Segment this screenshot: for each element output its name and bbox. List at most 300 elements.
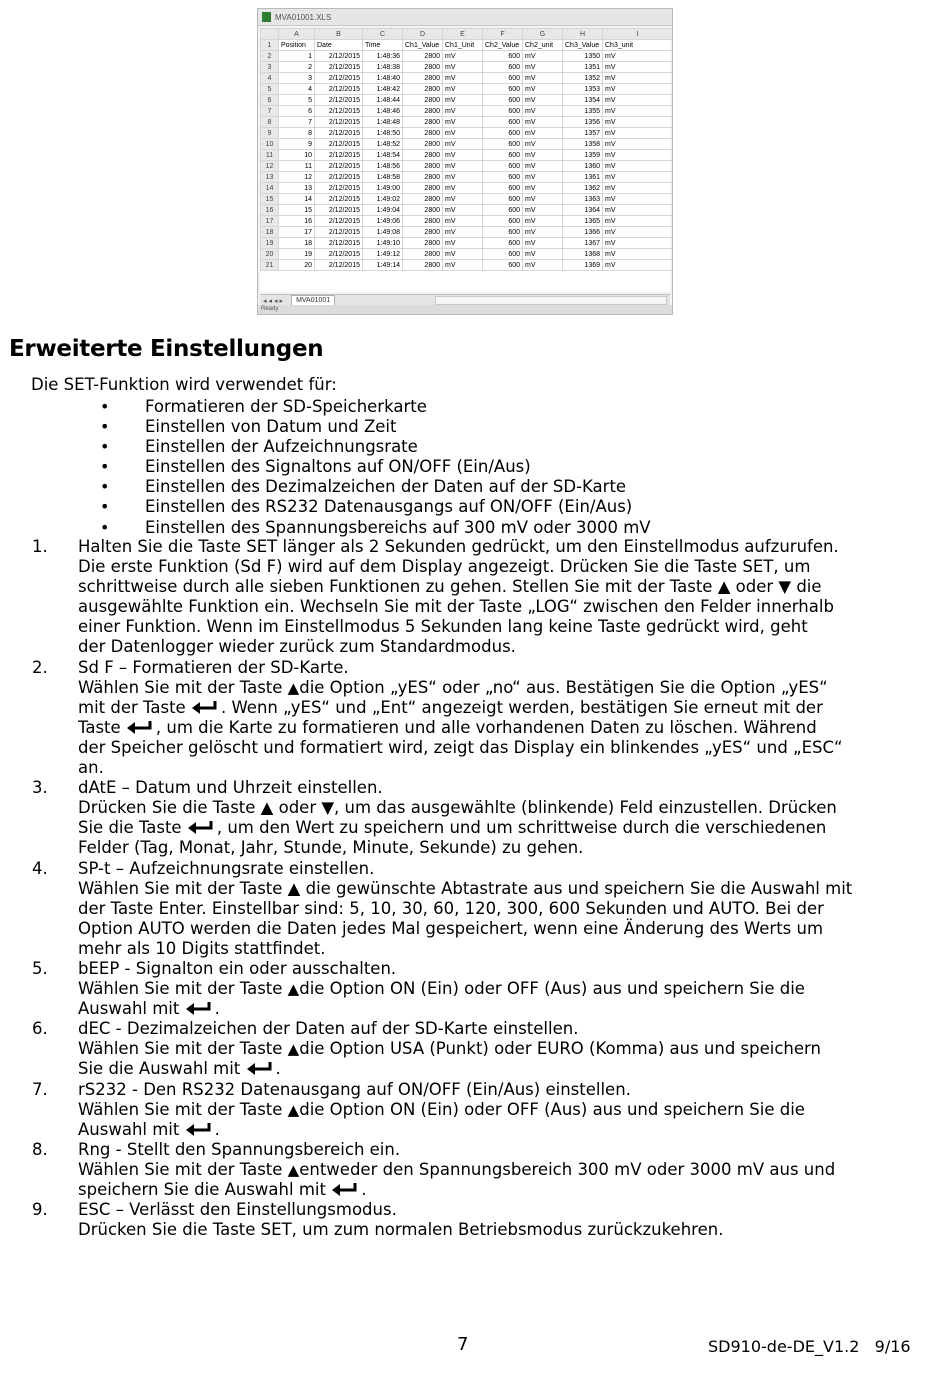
table-cell[interactable]: 2/12/2015 — [315, 117, 363, 128]
step-text: Taste , um die Karte zu formatieren und alle vorhandenen Daten zu löschen. Während — [78, 717, 817, 737]
table-cell[interactable]: 18 — [279, 238, 315, 249]
table-cell[interactable]: mV — [523, 95, 563, 106]
column-header-cell[interactable]: Ch1_Unit — [443, 40, 483, 51]
table-cell[interactable]: 600 — [483, 51, 523, 62]
table-cell[interactable]: 2800 — [403, 106, 443, 117]
bullet-item — [78, 397, 651, 417]
table-cell[interactable]: 1361 — [563, 172, 603, 183]
table-row — [261, 73, 673, 84]
table-cell[interactable]: 1:48:50 — [363, 128, 403, 139]
row-number[interactable]: 16 — [261, 205, 279, 216]
table-cell[interactable]: mV — [603, 161, 673, 172]
table-cell[interactable]: mV — [603, 238, 673, 249]
step-text: Wählen Sie mit der Taste ▲die Option USA (Punkt) oder EURO (Komma) aus und speichern — [78, 1039, 821, 1059]
table-cell[interactable]: 17 — [279, 227, 315, 238]
table-cell[interactable]: mV — [523, 249, 563, 260]
bullet-text: Einstellen des Dezimalzeichen der Daten auf der SD-Karte — [145, 477, 627, 497]
column-header-cell[interactable]: Ch2_unit — [523, 40, 563, 51]
table-cell[interactable]: mV — [603, 183, 673, 194]
table-cell[interactable]: 1:48:48 — [363, 117, 403, 128]
sheet-tab[interactable]: MVA01001 — [291, 295, 335, 306]
step-text: einer Funktion. Wenn im Einstellmodus 5 Sekunden lang keine Taste gedrückt wird, geht — [78, 617, 808, 637]
row-number[interactable]: 17 — [261, 216, 279, 227]
table-cell[interactable]: 16 — [279, 216, 315, 227]
table-cell[interactable]: mV — [443, 106, 483, 117]
table-cell[interactable]: 2800 — [403, 139, 443, 150]
settings-steps-list — [0, 537, 950, 1240]
bullet-icon: • — [100, 517, 110, 537]
table-cell[interactable]: 1:49:00 — [363, 183, 403, 194]
table-cell[interactable]: 2/12/2015 — [315, 161, 363, 172]
table-cell[interactable]: 1368 — [563, 249, 603, 260]
up-triangle-icon: ▲ — [287, 1040, 300, 1059]
page-number: 7 — [457, 1334, 469, 1355]
table-cell[interactable]: 1357 — [563, 128, 603, 139]
table-cell[interactable]: 2/12/2015 — [315, 62, 363, 73]
table-cell[interactable]: mV — [603, 117, 673, 128]
table-cell[interactable]: 2/12/2015 — [315, 84, 363, 95]
table-cell[interactable]: mV — [443, 84, 483, 95]
table-row — [261, 95, 673, 106]
step-text: Drücken Sie die Taste ▲ oder ▼, um das ausgewählte (blinkende) Feld einzustellen. Drücken — [78, 798, 837, 818]
table-cell[interactable]: mV — [443, 161, 483, 172]
step-number: 9. — [32, 1200, 48, 1220]
step-2 — [0, 658, 950, 779]
step-number: 6. — [32, 1019, 48, 1039]
table-cell[interactable]: 2/12/2015 — [315, 73, 363, 84]
step-text: Wählen Sie mit der Taste ▲ die gewünschte Abtastrate aus und speichern Sie die Auswahl mit — [78, 878, 853, 898]
table-cell[interactable]: 2800 — [403, 128, 443, 139]
table-cell[interactable]: 2/12/2015 — [315, 238, 363, 249]
table-cell[interactable]: 14 — [279, 194, 315, 205]
table-cell[interactable]: mV — [443, 128, 483, 139]
section-intro: Die SET-Funktion wird verwendet für: — [31, 375, 337, 394]
up-triangle-icon: ▲ — [287, 1100, 300, 1119]
column-header-cell[interactable]: Date — [315, 40, 363, 51]
step-text: Auswahl mit . — [78, 1119, 220, 1139]
row-number[interactable]: 14 — [261, 183, 279, 194]
table-cell[interactable]: 13 — [279, 183, 315, 194]
table-cell[interactable]: 1:48:46 — [363, 106, 403, 117]
table-cell[interactable]: 1355 — [563, 106, 603, 117]
row-number[interactable]: 10 — [261, 139, 279, 150]
table-cell[interactable]: 2800 — [403, 194, 443, 205]
table-cell[interactable]: mV — [443, 117, 483, 128]
step-text: speichern Sie die Auswahl mit . — [78, 1180, 367, 1199]
table-cell[interactable]: mV — [523, 84, 563, 95]
column-header-cell[interactable]: Ch1_Value — [403, 40, 443, 51]
column-letter[interactable]: A — [279, 29, 315, 40]
table-cell[interactable]: 2800 — [403, 227, 443, 238]
table-cell[interactable]: 600 — [483, 106, 523, 117]
table-row — [261, 128, 673, 139]
step-title: Sd F – Formatieren der SD-Karte. — [78, 657, 349, 677]
table-cell[interactable]: 1358 — [563, 139, 603, 150]
table-cell[interactable]: 10 — [279, 150, 315, 161]
table-cell[interactable]: mV — [523, 227, 563, 238]
table-cell[interactable]: 600 — [483, 216, 523, 227]
row-number[interactable]: 5 — [261, 84, 279, 95]
table-cell[interactable]: mV — [443, 194, 483, 205]
column-header-cell[interactable]: Ch3_unit — [603, 40, 673, 51]
table-cell[interactable]: 1:49:12 — [363, 249, 403, 260]
status-bar: Ready — [258, 305, 672, 314]
table-cell[interactable]: 12 — [279, 172, 315, 183]
table-cell[interactable]: 6 — [279, 106, 315, 117]
table-cell[interactable]: 2/12/2015 — [315, 128, 363, 139]
column-letter[interactable]: H — [563, 29, 603, 40]
table-cell[interactable]: 600 — [483, 128, 523, 139]
table-cell[interactable]: 2800 — [403, 117, 443, 128]
table-cell[interactable]: 4 — [279, 84, 315, 95]
bullet-text: Einstellen des Signaltons auf ON/OFF (Ein/Aus) — [145, 457, 531, 477]
table-cell[interactable]: 1:49:04 — [363, 205, 403, 216]
table-cell[interactable]: 1367 — [563, 238, 603, 249]
spreadsheet-screenshot — [257, 8, 673, 315]
table-cell[interactable]: mV — [603, 260, 673, 271]
step-text: mit der Taste . Wenn „yES“ und „Ent“ angezeigt werden, bestätigen Sie erneut mit der — [78, 697, 823, 717]
step-title: bEEP - Signalton ein oder ausschalten. — [78, 958, 397, 978]
row-number[interactable]: 18 — [261, 227, 279, 238]
table-cell[interactable]: mV — [443, 139, 483, 150]
row-number[interactable]: 4 — [261, 73, 279, 84]
table-cell[interactable]: 1:48:40 — [363, 73, 403, 84]
table-cell[interactable]: 600 — [483, 238, 523, 249]
table-cell[interactable]: 1:48:42 — [363, 84, 403, 95]
step-title: ESC – Verlässt den Einstellungsmodus. — [78, 1200, 397, 1220]
table-cell[interactable]: 2800 — [403, 73, 443, 84]
table-cell[interactable]: 1360 — [563, 161, 603, 172]
table-cell[interactable]: mV — [523, 260, 563, 271]
table-cell[interactable]: 2/12/2015 — [315, 51, 363, 62]
step-text: schrittweise durch alle sieben Funktionen zu gehen. Stellen Sie mit der Taste ▲ oder ▼ die — [78, 577, 822, 597]
table-cell[interactable]: 2/12/2015 — [315, 249, 363, 260]
table-cell[interactable]: 600 — [483, 73, 523, 84]
step-text: Halten Sie die Taste SET länger als 2 Sekunden gedrückt, um den Einstellmodus aufzurufen. — [78, 537, 839, 556]
table-cell[interactable]: 600 — [483, 150, 523, 161]
table-cell[interactable]: mV — [523, 62, 563, 73]
table-cell[interactable]: 1:48:44 — [363, 95, 403, 106]
table-cell[interactable]: 5 — [279, 95, 315, 106]
table-cell[interactable]: mV — [603, 150, 673, 161]
table-cell[interactable]: 1 — [279, 51, 315, 62]
table-cell[interactable]: 1:49:08 — [363, 227, 403, 238]
table-cell[interactable]: 2800 — [403, 260, 443, 271]
table-cell[interactable]: 2800 — [403, 183, 443, 194]
column-letter[interactable]: D — [403, 29, 443, 40]
step-text: an. — [78, 758, 104, 778]
table-cell[interactable]: 2800 — [403, 51, 443, 62]
table-row — [261, 139, 673, 150]
step-text: Drücken Sie die Taste SET, um zum normalen Betriebsmodus zurückzukehren. — [78, 1220, 724, 1240]
table-cell[interactable]: mV — [443, 62, 483, 73]
table-cell[interactable]: 2800 — [403, 84, 443, 95]
step-text: Wählen Sie mit der Taste ▲die Option ON (Ein) oder OFF (Aus) aus und speichern Sie die — [78, 1099, 805, 1119]
table-cell[interactable]: mV — [443, 238, 483, 249]
table-cell[interactable]: 9 — [279, 139, 315, 150]
table-cell[interactable]: 600 — [483, 194, 523, 205]
row-number[interactable]: 8 — [261, 117, 279, 128]
row-number[interactable]: 6 — [261, 95, 279, 106]
column-header-cell[interactable]: Ch2_Value — [483, 40, 523, 51]
step-text: der Taste Enter. Einstellbar sind: 5, 10, 30, 60, 120, 300, 600 Sekunden und AUTO. Bei der — [78, 898, 824, 918]
table-row — [261, 183, 673, 194]
column-letter[interactable]: G — [523, 29, 563, 40]
table-cell[interactable]: mV — [523, 51, 563, 62]
column-header-cell[interactable]: Position — [279, 40, 315, 51]
table-cell[interactable]: 1359 — [563, 150, 603, 161]
table-cell[interactable]: mV — [443, 260, 483, 271]
table-cell[interactable]: 600 — [483, 172, 523, 183]
table-cell[interactable]: 600 — [483, 183, 523, 194]
row-number[interactable]: 19 — [261, 238, 279, 249]
table-cell[interactable]: mV — [523, 172, 563, 183]
table-cell[interactable]: 1362 — [563, 183, 603, 194]
table-row — [261, 62, 673, 73]
table-cell[interactable]: 11 — [279, 161, 315, 172]
table-cell[interactable]: mV — [523, 106, 563, 117]
table-cell[interactable]: 1366 — [563, 227, 603, 238]
table-cell[interactable]: mV — [603, 216, 673, 227]
up-triangle-icon: ▲ — [287, 1160, 300, 1179]
column-letter[interactable]: B — [315, 29, 363, 40]
table-cell[interactable]: 600 — [483, 227, 523, 238]
table-cell[interactable]: 2/12/2015 — [315, 106, 363, 117]
table-cell[interactable]: mV — [443, 51, 483, 62]
bullet-icon: • — [100, 497, 110, 517]
step-text: Wählen Sie mit der Taste ▲entweder den Spannungsbereich 300 mV oder 3000 mV aus und — [78, 1159, 836, 1179]
row-number[interactable]: 2 — [261, 51, 279, 62]
table-cell[interactable]: 1369 — [563, 260, 603, 271]
table-cell[interactable]: mV — [603, 227, 673, 238]
table-cell[interactable]: mV — [443, 183, 483, 194]
table-cell[interactable]: mV — [523, 161, 563, 172]
table-cell[interactable]: 2/12/2015 — [315, 260, 363, 271]
step-title: SP-t – Aufzeichnungsrate einstellen. — [78, 858, 375, 878]
table-cell[interactable]: 2/12/2015 — [315, 227, 363, 238]
table-cell[interactable]: 600 — [483, 205, 523, 216]
step-text: Sie die Taste , um den Wert zu speichern und um schrittweise durch die verschiedenen — [78, 818, 827, 838]
row-number[interactable]: 7 — [261, 106, 279, 117]
table-cell[interactable]: 1351 — [563, 62, 603, 73]
table-cell[interactable]: mV — [443, 150, 483, 161]
table-cell[interactable]: mV — [443, 172, 483, 183]
table-cell[interactable]: mV — [603, 73, 673, 84]
table-cell[interactable]: 2/12/2015 — [315, 150, 363, 161]
table-cell[interactable]: mV — [443, 205, 483, 216]
table-cell[interactable]: mV — [603, 51, 673, 62]
table-cell[interactable]: 600 — [483, 84, 523, 95]
table-cell[interactable]: mV — [603, 139, 673, 150]
table-cell[interactable]: 7 — [279, 117, 315, 128]
table-cell[interactable]: 15 — [279, 205, 315, 216]
table-cell[interactable]: 600 — [483, 117, 523, 128]
excel-file-icon — [262, 12, 271, 22]
table-cell[interactable]: 1365 — [563, 216, 603, 227]
table-cell[interactable]: 600 — [483, 62, 523, 73]
table-cell[interactable]: 2/12/2015 — [315, 95, 363, 106]
table-cell[interactable]: mV — [603, 249, 673, 260]
table-cell[interactable]: mV — [443, 249, 483, 260]
bullet-icon: • — [100, 477, 110, 497]
table-cell[interactable]: mV — [523, 183, 563, 194]
bullet-text: Formatieren der SD-Speicherkarte — [145, 397, 427, 416]
table-cell[interactable]: 600 — [483, 139, 523, 150]
table-cell[interactable]: mV — [443, 73, 483, 84]
table-cell[interactable]: 2800 — [403, 161, 443, 172]
table-cell[interactable]: mV — [443, 95, 483, 106]
table-cell[interactable]: 19 — [279, 249, 315, 260]
table-cell[interactable]: 1:48:58 — [363, 172, 403, 183]
table-cell[interactable]: 8 — [279, 128, 315, 139]
step-number: 5. — [32, 958, 48, 978]
table-cell[interactable]: mV — [523, 216, 563, 227]
step-text: mehr als 10 Digits stattfindet. — [78, 938, 326, 958]
table-cell[interactable]: 600 — [483, 95, 523, 106]
column-letter[interactable]: C — [363, 29, 403, 40]
table-cell[interactable]: 1:49:14 — [363, 260, 403, 271]
table-cell[interactable]: mV — [523, 194, 563, 205]
column-letter[interactable]: F — [483, 29, 523, 40]
table-cell[interactable]: 2800 — [403, 238, 443, 249]
table-cell[interactable]: mV — [443, 227, 483, 238]
row-number[interactable]: 11 — [261, 150, 279, 161]
bullet-item — [78, 497, 651, 517]
step-4 — [0, 859, 950, 959]
table-cell[interactable]: 1:48:56 — [363, 161, 403, 172]
table-cell[interactable]: 1364 — [563, 205, 603, 216]
table-cell[interactable]: 2800 — [403, 249, 443, 260]
row-number[interactable]: 21 — [261, 260, 279, 271]
table-cell[interactable]: mV — [603, 194, 673, 205]
table-cell[interactable]: 2800 — [403, 150, 443, 161]
table-cell[interactable]: 3 — [279, 73, 315, 84]
table-cell[interactable]: 1350 — [563, 51, 603, 62]
table-cell[interactable]: 2/12/2015 — [315, 172, 363, 183]
table-cell[interactable]: 2800 — [403, 95, 443, 106]
header-row — [261, 40, 673, 51]
table-cell[interactable]: 2800 — [403, 216, 443, 227]
column-header-cell[interactable]: Time — [363, 40, 403, 51]
table-cell[interactable]: 2/12/2015 — [315, 194, 363, 205]
table-cell[interactable]: 1363 — [563, 194, 603, 205]
table-cell[interactable]: 2800 — [403, 205, 443, 216]
table-cell[interactable]: 1356 — [563, 117, 603, 128]
step-5 — [0, 959, 950, 1019]
table-cell[interactable]: 1:48:38 — [363, 62, 403, 73]
sheet-nav-arrows-icon[interactable]: ◂◂◂▸ — [263, 297, 286, 305]
table-cell[interactable]: 1:48:54 — [363, 150, 403, 161]
row-number[interactable]: 13 — [261, 172, 279, 183]
step-number: 1. — [32, 537, 48, 556]
table-row — [261, 117, 673, 128]
spreadsheet-title-bar — [258, 9, 672, 26]
step-text: Wählen Sie mit der Taste ▲die Option ON (Ein) oder OFF (Aus) aus und speichern Sie die — [78, 979, 805, 999]
table-cell[interactable]: mV — [603, 62, 673, 73]
step-6 — [0, 1019, 950, 1079]
row-number[interactable]: 1 — [261, 40, 279, 51]
bullet-icon: • — [100, 437, 110, 457]
table-cell[interactable]: 2/12/2015 — [315, 216, 363, 227]
table-cell[interactable]: 600 — [483, 161, 523, 172]
table-row — [261, 161, 673, 172]
table-cell[interactable]: mV — [603, 95, 673, 106]
bullet-item — [78, 518, 651, 538]
table-cell[interactable]: 2 — [279, 62, 315, 73]
step-title: dAtE – Datum und Uhrzeit einstellen. — [78, 778, 383, 798]
table-cell[interactable]: 1:49:06 — [363, 216, 403, 227]
horizontal-scrollbar[interactable] — [435, 296, 667, 305]
table-row — [261, 205, 673, 216]
column-header-cell[interactable]: Ch3_Value — [563, 40, 603, 51]
table-cell[interactable]: 1:48:52 — [363, 139, 403, 150]
table-cell[interactable]: mV — [603, 84, 673, 95]
table-cell[interactable]: mV — [523, 205, 563, 216]
row-number[interactable]: 20 — [261, 249, 279, 260]
table-row — [261, 227, 673, 238]
table-cell[interactable]: mV — [443, 216, 483, 227]
table-row — [261, 216, 673, 227]
table-cell[interactable]: 20 — [279, 260, 315, 271]
table-cell[interactable]: 2/12/2015 — [315, 139, 363, 150]
document-id: SD910-de-DE_V1.2 9/16 — [708, 1337, 911, 1356]
table-cell[interactable]: 600 — [483, 249, 523, 260]
row-number[interactable]: 15 — [261, 194, 279, 205]
table-cell[interactable]: 1:49:02 — [363, 194, 403, 205]
table-cell[interactable]: mV — [523, 238, 563, 249]
row-number[interactable]: 12 — [261, 161, 279, 172]
up-triangle-icon: ▲ — [287, 980, 300, 999]
column-letter[interactable] — [261, 29, 279, 40]
table-cell[interactable]: 600 — [483, 260, 523, 271]
table-cell[interactable]: 1:48:36 — [363, 51, 403, 62]
table-cell[interactable]: 2800 — [403, 172, 443, 183]
table-cell[interactable]: mV — [523, 139, 563, 150]
table-cell[interactable]: mV — [523, 128, 563, 139]
step-8 — [0, 1140, 950, 1200]
column-letter[interactable]: E — [443, 29, 483, 40]
table-cell[interactable]: mV — [603, 172, 673, 183]
table-cell[interactable]: 1354 — [563, 95, 603, 106]
bullet-item — [78, 417, 651, 437]
table-cell[interactable]: 1:49:10 — [363, 238, 403, 249]
table-row — [261, 150, 673, 161]
column-letter[interactable]: I — [603, 29, 673, 40]
table-cell[interactable]: mV — [603, 128, 673, 139]
spreadsheet-grid — [260, 28, 670, 292]
step-number: 2. — [32, 657, 48, 677]
table-cell[interactable]: mV — [523, 73, 563, 84]
table-cell[interactable]: 2/12/2015 — [315, 183, 363, 194]
table-cell[interactable]: 1352 — [563, 73, 603, 84]
table-cell[interactable]: 1353 — [563, 84, 603, 95]
row-number[interactable]: 3 — [261, 62, 279, 73]
table-cell[interactable]: mV — [523, 117, 563, 128]
table-cell[interactable]: mV — [523, 150, 563, 161]
enter-key-icon — [187, 819, 217, 835]
row-number[interactable]: 9 — [261, 128, 279, 139]
table-cell[interactable]: 2800 — [403, 62, 443, 73]
bullet-icon: • — [100, 417, 110, 437]
bullet-item — [78, 457, 651, 477]
table-cell[interactable]: mV — [603, 106, 673, 117]
bullet-text: Einstellen des RS232 Datenausgangs auf ON/OFF (Ein/Aus) — [145, 497, 633, 517]
section-heading: Erweiterte Einstellungen — [9, 336, 324, 362]
table-cell[interactable]: 2/12/2015 — [315, 205, 363, 216]
table-cell[interactable]: mV — [603, 205, 673, 216]
step-text: der Speicher gelöscht und formatiert wird, zeigt das Display ein blinkendes „yES“ und „ESC“ — [78, 737, 843, 757]
enter-key-icon — [331, 1181, 361, 1197]
